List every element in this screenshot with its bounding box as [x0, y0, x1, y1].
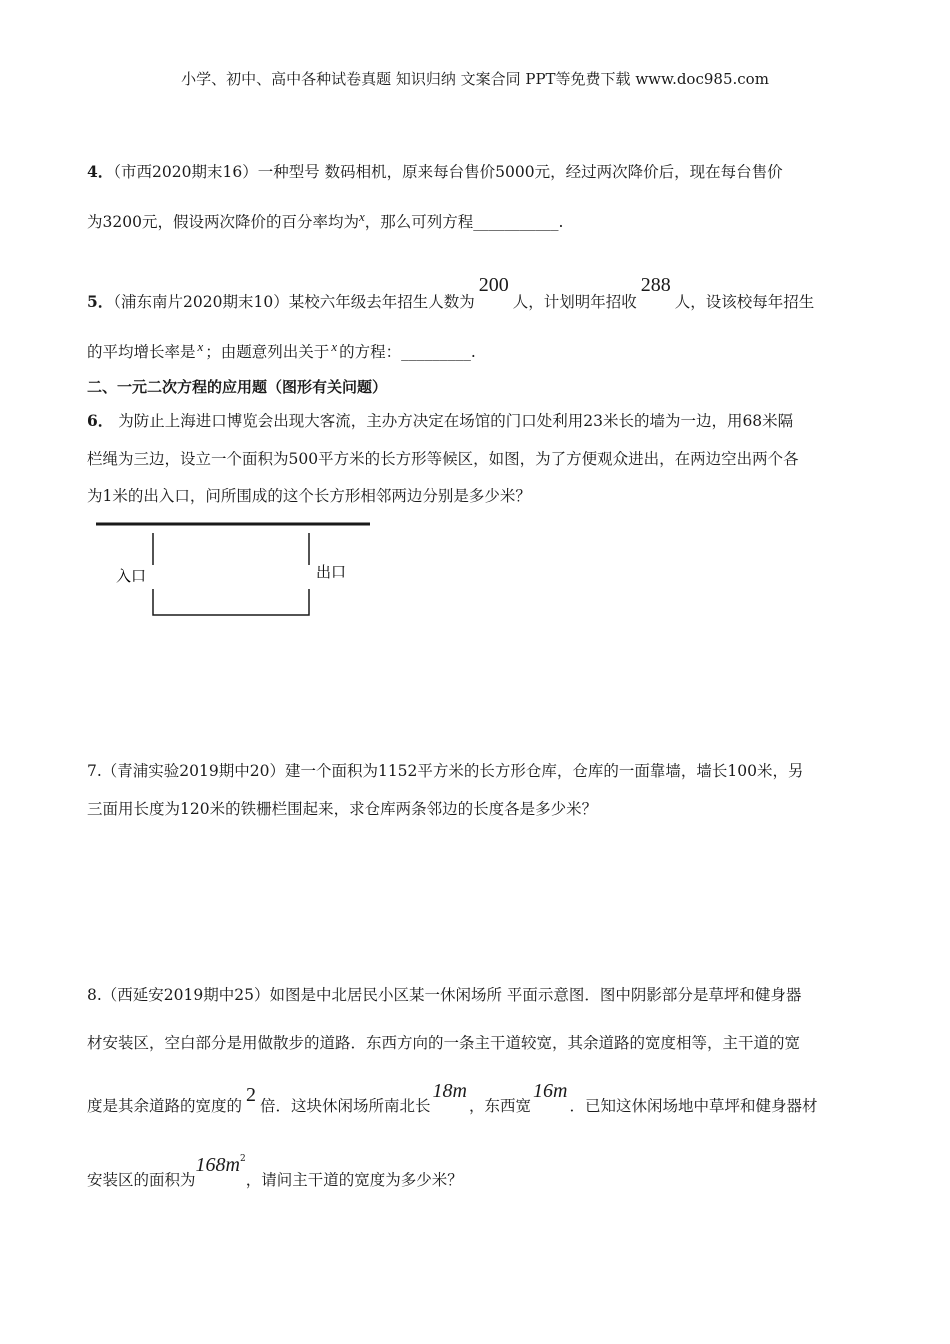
- q5-line-1: [87, 274, 815, 313]
- q5-number-288: 288: [640, 274, 671, 296]
- q6-text-1: 为防止上海进口博览会出现大客流，主办方决定在场馆的门口处利用23米长的墙为一边，用68米隔: [113, 412, 794, 430]
- q4-text-2a: 为3200元，假设两次降价的百分率均为: [87, 213, 359, 231]
- waiting-area-diagram: [0, 510, 400, 630]
- entry-label: 入口: [116, 567, 147, 585]
- exit-label: 出口: [316, 563, 347, 581]
- q5-text-5: ；由题意列出关于: [205, 343, 330, 361]
- q8-number-2: 2: [246, 1084, 257, 1106]
- q8-width-16m: 16m: [533, 1080, 568, 1102]
- q8-text-4b: ，请问主干道的宽度为多少米？: [245, 1171, 463, 1189]
- rope-enclosure: [153, 533, 309, 615]
- q8-text-4a: 安装区的面积为: [87, 1171, 196, 1189]
- page-header: 小学、初中、高中各种试卷真题 知识归纳 文案合同 PPT等免费下载 www.doc985.com: [181, 70, 769, 88]
- q6-line-3: 为1米的出入口，问所围成的这个长方形相邻两边分别是多少米？: [87, 487, 531, 505]
- q8-area-168m: 168m: [195, 1154, 240, 1176]
- q5-variable-1: x: [197, 339, 204, 354]
- q8-area-superscript: 2: [239, 1153, 246, 1164]
- q6-line-1: [87, 409, 793, 431]
- q8-line-2: 材安装区，空白部分是用做散步的道路．东西方向的一条主干道较宽，其余道路的宽度相等，主干道的宽: [87, 1034, 801, 1052]
- q6-line-2: 栏绳为三边，设立一个面积为500平方米的长方形等候区，如图，为了方便观众进出，在两边空出两个各: [87, 450, 799, 468]
- q8-line-1: 8.（西延安2019期中25）如图是中北居民小区某一休闲场所 平面示意图．图中阴影部分是草坪和健身器: [87, 986, 802, 1004]
- q5-number: 5．: [87, 292, 114, 311]
- q4-text-1: （市西2020期末16）一种型号 数码相机，原来每台售价5000元，经过两次降价后，现在每台售价: [113, 163, 783, 181]
- q6-number: 6．: [87, 411, 114, 430]
- section-heading: 二、一元二次方程的应用题（图形有关问题）: [87, 378, 388, 396]
- q5-number-200: 200: [478, 274, 509, 296]
- q8-length-18m: 18m: [432, 1080, 467, 1102]
- q4-line-2: [87, 210, 563, 232]
- q5-text-1: （浦东南片2020期末10）某校六年级去年招生人数为: [113, 293, 475, 311]
- q8-text-3c: ，东西宽: [468, 1097, 531, 1115]
- q5-text-6: 的方程：_________.: [339, 343, 476, 361]
- q7-line-2: 三面用长度为120米的铁栅栏围起来，求仓库两条邻边的长度各是多少米？: [87, 800, 598, 818]
- q4-variable: x: [358, 209, 365, 224]
- q8-text-3b: 倍．这块休闲场所南北长: [260, 1097, 431, 1115]
- q8-line-3: [87, 1080, 818, 1117]
- q4-number: 4．: [87, 162, 114, 181]
- q7-line-1: 7.（青浦实验2019期中20）建一个面积为1152平方米的长方形仓库，仓库的一面靠墙，墙长100米，另: [87, 762, 804, 780]
- q8-text-3a: 度是其余道路的宽度的: [87, 1097, 243, 1115]
- q5-text-3: 人，设该校每年招生: [674, 293, 815, 311]
- q4-text-2b: ，那么可列方程___________.: [364, 213, 564, 231]
- q5-text-2: 人，计划明年招收: [512, 293, 637, 311]
- q8-line-4: [87, 1153, 463, 1191]
- q8-text-3d: ．已知这休闲场地中草坪和健身器材: [569, 1097, 818, 1115]
- q5-variable-2: x: [331, 339, 338, 354]
- q4-line-1: [87, 160, 783, 182]
- q5-line-2: [87, 340, 476, 362]
- q5-text-4: 的平均增长率是: [87, 343, 196, 361]
